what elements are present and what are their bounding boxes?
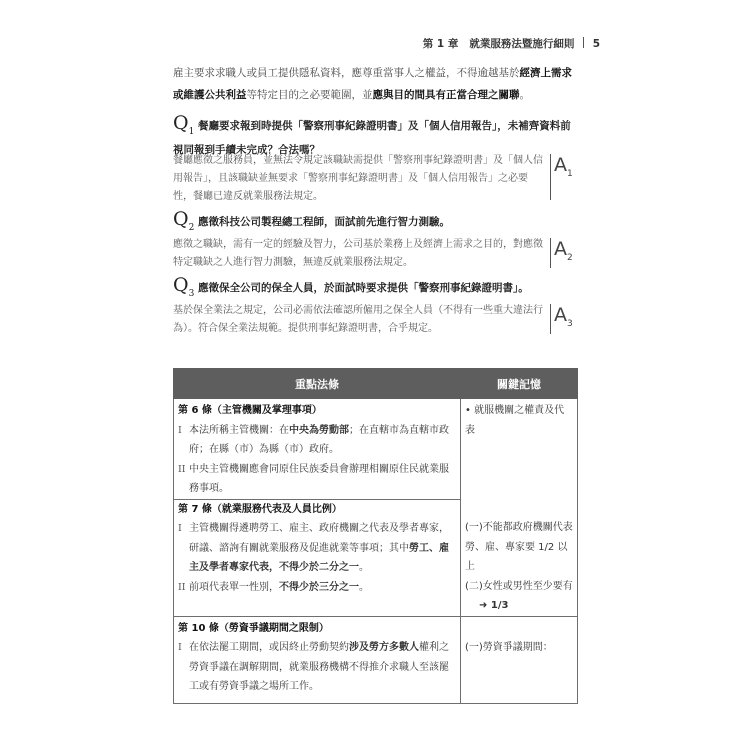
- memo-article-6: • 就服機關之權責及代表: [465, 405, 565, 436]
- intro-emphasis-2: 應與目的間具有正當合理之關聯: [372, 89, 520, 101]
- memo-article-10: (一)勞資爭議期間：: [465, 641, 553, 653]
- memo-article-7-line-2: (二)女性或男性至少要有: [465, 580, 573, 592]
- article-6-title: 第 6 條（主管機關及掌理事項）: [178, 405, 322, 416]
- q-marker-3: $Q_3$: [173, 274, 195, 299]
- question-2-text: 應徵科技公司製程總工程師，面試前先進行智力測驗。: [197, 216, 450, 228]
- memo-article-7-line-3: ➜ 1/3: [479, 600, 509, 611]
- answer-2-text: 應徵之職缺，需有一定的經驗及智力，公司基於業務上及經濟上需求之目的，對應徵特定職缺之人進行智力測驗，無違反就業服務法規定。: [173, 239, 543, 268]
- table-header-row: [174, 369, 578, 399]
- question-3-text: 應徵保全公司的保全人員，於面試時要求提供「警察刑事紀錄證明書」。: [197, 282, 529, 294]
- question-2: [173, 210, 581, 237]
- answer-1-block: [173, 152, 581, 206]
- answer-3-block: [173, 302, 581, 338]
- answer-1-text: 餐廳應徵之服務員，並無法令規定該職缺需提供「警察刑事紀錄證明書」及「個人信用報告」，且該職缺並無要求「警察刑事紀錄證明書」及「個人信用報告」之必要性，餐廳已違反就業服務法規定。: [173, 155, 543, 202]
- a-marker-3: $A_3$: [550, 304, 581, 334]
- article-7-title: 第 7 條（就業服務代表及人員比例）: [178, 503, 342, 515]
- chapter-title: 就業服務法暨施行細則: [469, 38, 575, 50]
- article-6-cell: [174, 399, 461, 617]
- header-divider: [583, 37, 584, 48]
- article-10-item-1: I 在依法罷工期間，或因終止勞動契約涉及勞方多數人權利之勞資爭議在調解期間，就業服務機構不得推介求職人至該罷工或有勞資爭議之場所工作。: [178, 642, 449, 692]
- memo-article-10-cell: [461, 616, 578, 703]
- article-6-item-2: II 中央主管機關應會同原住民族委員會辦理相關原住民就業服務事項。: [178, 463, 449, 494]
- column-header-key-memory: 關鍵記憶: [461, 369, 578, 399]
- running-header: [423, 36, 600, 51]
- intro-paragraph: 雇主要求求職人或員工提供隱私資料，應尊重當事人之權益，不得逾越基於經濟上需求或維護公共利益等特定目的之必要範圍，並應與目的間具有正當合理之關聯。: [173, 67, 572, 101]
- law-table: [173, 368, 578, 704]
- memo-article-6-7-cell: [461, 399, 578, 617]
- question-3: [173, 276, 581, 303]
- q-marker-1: $Q_1$: [173, 112, 195, 137]
- article-7-item-2: II 前項代表單一性別，不得少於三分之一。: [178, 581, 369, 593]
- page-number: 5: [592, 38, 600, 50]
- article-6-item-1: I 本法所稱主管機關：在中央為勞動部；在直轄市為直轄市政府；在縣（市）為縣（市）政府。: [178, 424, 449, 455]
- table-row-article-10: [174, 616, 578, 703]
- answer-2-block: [173, 236, 581, 272]
- question-1-text: 餐廳要求報到時提供「警察刑事紀錄證明書」及「個人信用報告」，未補齊資料前視同報到手續未完成？合法嗎？: [173, 120, 571, 156]
- table-row-article-6: [174, 399, 578, 617]
- article-10-title: 第 10 條（勞資爭議期間之限制）: [178, 622, 329, 634]
- column-header-key-articles: 重點法條: [174, 369, 461, 399]
- article-7-item-1: I 主管機關得遴聘勞工、雇主、政府機關之代表及學者專家，研議、諮詢有關就業服務及促進就業等事項；其中勞工、雇主及學者專家代表，不得少於二分之一。: [178, 523, 449, 573]
- memo-article-7-line-1: (一)不能都政府機關代表勞、雇、專家要 1/2 以上: [465, 522, 573, 572]
- a-marker-2: $A_2$: [550, 238, 581, 268]
- chapter-number: 第 1 章: [422, 38, 459, 50]
- article-10-cell: [174, 616, 461, 703]
- answer-3-text: 基於保全業法之規定，公司必需依法確認所僱用之保全人員（不得有一些重大違法行為）。符合保全業法規範。提供刑事紀錄證明書，合乎規定。: [173, 305, 543, 334]
- intro-emphasis-1: 經濟上需求或維護公共利益: [173, 67, 572, 101]
- a-marker-1: $A_1$: [550, 154, 581, 200]
- q-marker-2: $Q_2$: [173, 208, 195, 233]
